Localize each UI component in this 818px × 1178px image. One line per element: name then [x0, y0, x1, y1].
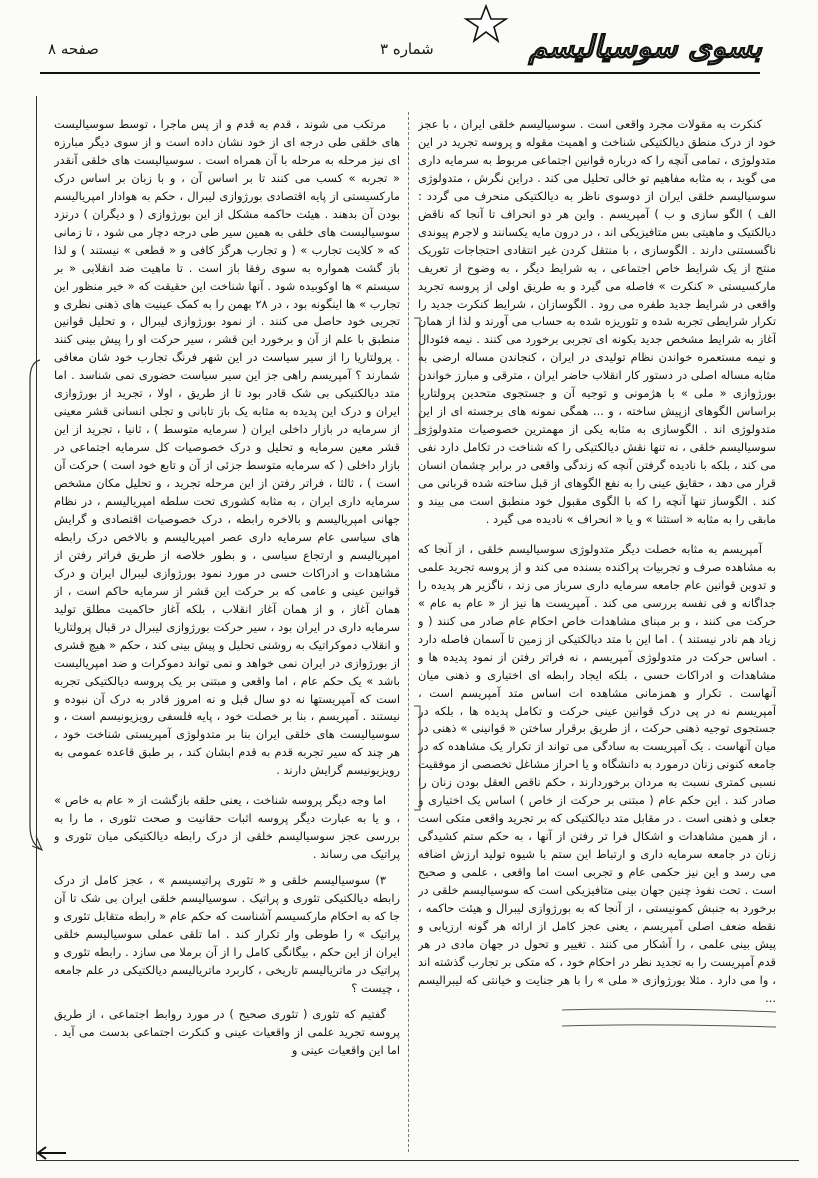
- masthead: [470, 28, 770, 72]
- continuation-arrow-icon: [34, 1144, 68, 1162]
- paragraph: اما وجه دیگر پروسه شناخت ، یعنی حلقه بازگشت از « عام به خاص » ، و یا به عبارت دیگر پروسه اثبات حقانیت و صحت تئوری ، ما را به بررسی عجز سوسیالیسم خلقی از درک رابطه دیالکتیکی میان تئوری و پراتیک می رساند .: [54, 793, 400, 862]
- article-column-right: [418, 116, 776, 1152]
- page-number: صفحه ۸: [48, 40, 99, 58]
- paragraph: مرتکب می شوند ، قدم به قدم و از پس ماجرا ، توسط سوسیالیست های خلقی طی درجه ای از خود نشان داده است و از سوی دیگر مبارزه ای نیز مرحله به مرحله با آن همراه است . سوسیالیست های خلقی آنقدر « تجربه » کسب می کنند تا بر اساس آن ، و با زبان بر اساس درک مارکسیستی از پایه اقتصادی بورژوازی لیبرال ، حکم به هوادار امپریالیسم بودن آن بدهند . هیئت حاکمه مشکل از این بورژوازی ( و دیگران ) درنزد سوسیالیست های خلقی به همین سیر طی درجه دچار می شود ، تا زمانی که « کلایت تجارب » ( و تجارب هرگز کافی و « قطعی » نیستند ) و لذا باز گشت همواره به سوی رفقا باز است . تا ماهیت ضد انقلابی « بر سیستم » ها اوکوبیده شود . آنها شناخت این حقیقت که « خیر منظور این تجارب » ها اینگونه بود ، در ۲۸ بهمن را به کمک عینیت های ذهنی نظری و تجربی خود حاصل می کنند . از نمود بورژوازی لیبرال ، و تحلیل قوانین منطبق با علم از آن و برخورد این قشر ، سیر حرکت او را پیش بینی کنند . پرولتاریا را از سیر سیاست در این شهر فرنگ تجارب خود شان معافی شمارند ؟ آمپریسم راهی جز این سیر سیاست حضوری نمی شناسد . اما متد دیالکتیکی بی شک قادر بود تا از طریق ، اولا ، تجرید از بورژوازی ایران و درک این پدیده به مثابه یک باز تابانی و تجلی انسانی قشر معینی از سرمایه در بازار داخلی ایران ( سرمایه متوسط ) ، ثانیا ، تجرید از این قشر معین سرمایه و تحلیل و درک خصوصیات کل سرمایه اجتماعی در بازار داخلی ( که سرمایه متوسط جزئی از آن و تابع خود است ) حرکت آن است ) ، ثالثا ، فراتر رفتن از این مرحله تجرید ، و تحلیل مکان مشخص سرمایه داری ایران ، به مثابه کشوری تحت سلطه امپریالیسم ، در نظام جهانی امپریالیسم و بالاخره رابطه ، درک خصوصیات اقتصادی و گرایش های سیاسی عام سرمایه داری عصر امپریالیسم و بالاخص درک رابطه امپریالیسم و ارتجاع سیاسی ، و بطور خلاصه از طریق فراتر رفتن از مشاهدات و ادراکات حسی در مورد نمود بورژوازی لیبرال ایران و درک قوانین عینی و عامی که بر حرکت این قشر از سرمایه حاکم است ، از همان آغاز ، و از همان آغاز انقلاب ، بلکه آغاز حاکمیت مطلق تولید سرمایه داری در ایران بود ، سیر حرکت بورژوازی لیبرال در قبال پرولتاریا و انقلاب دموکراتیک به روشنی تحلیل و پیش بینی کند ، حکم « هیچ قشری از بورژوازی در ایران نمی خواهد و نمی تواند دموکرات و ضد امپریالیست باشد » یک حکم عام ، اما واقعی و مبتنی بر یک پروسه دیالکتیکی تجربه است که آمپریستها نه دو سال قبل و نه امروز قادر به درک آن نبوده و نیستند . آمپریسم ، بنا بر خصلت خود ، پایه فلسفی رویزیونیسم است ، و سوسیالیست های خلقی ایران بنا بر متدولوژی آمپریستی شناخت خود ، هر چند که سیر تجربه قدم به قدم ابشان کند ، بر طبق قاعده عمومی به رویزیونیسم گرایش دارند .: [54, 117, 400, 778]
- paragraph: ۳) سوسیالیسم خلقی و « تئوری پراتیسیسم » ، عجز کامل از درک رابطه دیالکتیکی تئوری و پراتیک . سوسیالیسم خلقی ایران بی شک تا آن جا که به احکام مارکسیسم آشناست که حکم عام « رابطه متقابل تئوری و پراتیک » را طوطی وار تکرار کند . اما تلقی عملی سوسیالیسم خلقی ایران از این حکم ، بیگانگی کامل را از آن برملا می سازد . رابطه تئوری و پراتیک در ماتریالیسم تاریخی ، کاربرد ماتریالیسم دیالکتیکی در علم جامعه ، چیست ؟: [54, 873, 400, 995]
- paragraph: آمپریسم به مثابه خصلت دیگر متدولوژی سوسیالیسم خلقی ، از آنجا که به مشاهده صرف و تجربیات پراکنده بسنده می کند و از پروسه تجرید علمی و تدوین قوانین عام جامعه سرمایه داری سرباز می زند ، ناگزیر هر پدیده را جداگانه و فی نفسه بررسی می کند . آمپریست ها نیز از « عام به عام » حرکت می کنند ، و بر مبنای مشاهدات خاص احکام عام صادر می کنند ( و زیاد هم نادر نیستند ) . اما این با متد دیالکتیکی از زمین تا آسمان فاصله دارد . اساس حرکت در متدولوژی آمپریسم ، نه فراتر رفتن از نمود پدیده ها و مشاهدات و ادراکات حسی ، بلکه ایجاد رابطه ای اختیاری و ذهنی میان آنهاست . تکرار و همزمانی مشاهده ات اساس متد آمپریسم است ، آمپریسم نه در پی درک قوانین عینی حرکت و تکامل پدیده ها ، بلکه در جستجوی توجیه ذهنی حرکت ، از طریق برقرار ساختن « قوانینی » ذهنی در میان آنهاست . یک آمپریست به سادگی می تواند از تکرار یک مشاهده که در جامعه کنونی زنان درمورد به دانشگاه و یا احراز مشاغل تخصصی از موفقیت نسبی کمتری نسبت به مردان برخوردارند ، حکم ناقص العقل بودن زنان را صادر کند . این حکم عام ( مبتنی بر حرکت از خاص ) اساس یک اختیاری و جعلی و ذهنی است . در مقابل متد دیالکتیکی که بر تجرید واقعی متکی است ، از همین مشاهدات و اشکال فرا تر رفتن از آنها ، به حکم ستم کشیدگی زنان در جامعه سرمایه داری و ارتباط این ستم با شیوه تولید ارزش اضافه می رسد و این نیز حکمی عام و تجربی است اما واقعی ، علمی و صحیح است . تحت نفوذ چنین جهان بینی متافیزیکی است که سوسیالیسم خلقی در برخورد به جنبش کمونیستی ، از آنجا که به بورژوازی لیبرال و هیئت حاکمه ، نقطه ضعف اصلی آمپریسم ، یعنی عجز کامل از ارائه هر گونه ارزیابی و پیش بینی علمی ، را آشکار می کنند . تغییر و تحول در جهان مادی در هر قدم آمپریست را به تجدید نظر در احکام خود ، که متکی بر تجارب گذشته اند ، وا می دارد . مثلا بورژوازی « ملی » را با هر جنایت و خیانتی که لیبرالیسم ...: [418, 541, 776, 1005]
- paragraph: کنکرت به مقولات مجرد واقعی است . سوسیالیسم خلقی ایران ، با عجز خود از درک منطق دیالکتیکی شناخت و اهمیت مقوله و پروسه تجرید در این متدولوژی ، تمامی آنچه را که درباره قوانین اجتماعی مربوط به سرمایه داری می گوید ، به مثابه مفاهیم تو خالی تحلیل می کند . دراین نگرش ، متدولوژی سوسیالیسم خلقی ایران از دوسوی ناظر به دیالکتیکی منحرف می گردد : الف ) الگو سازی و ب ) آمپریسم . واین هر دو انحراف تا آنجا که ناقض دیالکتیک و ماهیتی بس متافیزیکی اند ، در درون مایه یکسانند و لاجرم پیوندی ناگسستنی دارند . الگوسازی ، با منتقل کردن غیر انتقادی احتجاجات تئوریک منتج از یک شرایط خاص اجتماعی ، به شرایط دیگر ، به وضوح از تعریف مارکسیستی « کنکرت » فاصله می گیرد و به طریق اولی از پروسه تجرید واقعی در شرایط جدید طفره می رود . الگوسازان ، شرایط کنکرت جدید را تکرار شرایطی تجربه شده و تئوریزه شده به حساب می آورند و لذا از همان آغاز به شرایط مشخص جدید بکونه ای تجربی برخورد می کنند . نیمه فئودال و نیمه مستعمره خواندن نظام تولیدی در ایران ، کنجاندن مساله ارضی به مثابه مساله اصلی در دستور کار انقلاب حاضر ایران ، مترقی و مبارز خواندن بورژوازی « ملی » با هژمونی و توجیه آن و جستجوی متحدین پرولتاریا براساس الگوهای ازپیش ساخته ، و ... همگی نمونه های برجسته ای از این متدولوژی اند . الگوسازی به مثابه یکی از مهمترین خصوصیات متدولوژی سوسیالیسم خلقی ، نه تنها نقش دیالکتیکی را که شناخت در تکامل دارد نفی می کند ، بلکه با نادیده گرفتن آنچه که زندگی واقعی در برابر چشمان انسان قرار می دهد ، حقایق عینی را به نفع الگوهای از قبل ساخته شده قربانی می کند . الگوساز تنها آنچه را که با الگوی مقبول خود منطبق است می بیند و مابقی را به مثابه « استثنا » و یا « انحراف » نادیده می گیرد .: [418, 117, 776, 526]
- article-column-left: [54, 116, 400, 1152]
- column-divider: [408, 112, 409, 1152]
- paragraph: گفتیم که تئوری ( تئوری صحیح ) در مورد روابط اجتماعی ، از طریق پروسه تجرید علمی از واقعیات عینی و کنکرت اجتماعی بدست می آید . اما این واقعیات عینی و: [54, 1006, 400, 1057]
- issue-number: شماره ۳: [380, 40, 434, 58]
- header-rule: [40, 72, 760, 74]
- masthead-title: بسوی سوسیالیسم: [528, 30, 762, 65]
- star-icon: [462, 4, 510, 44]
